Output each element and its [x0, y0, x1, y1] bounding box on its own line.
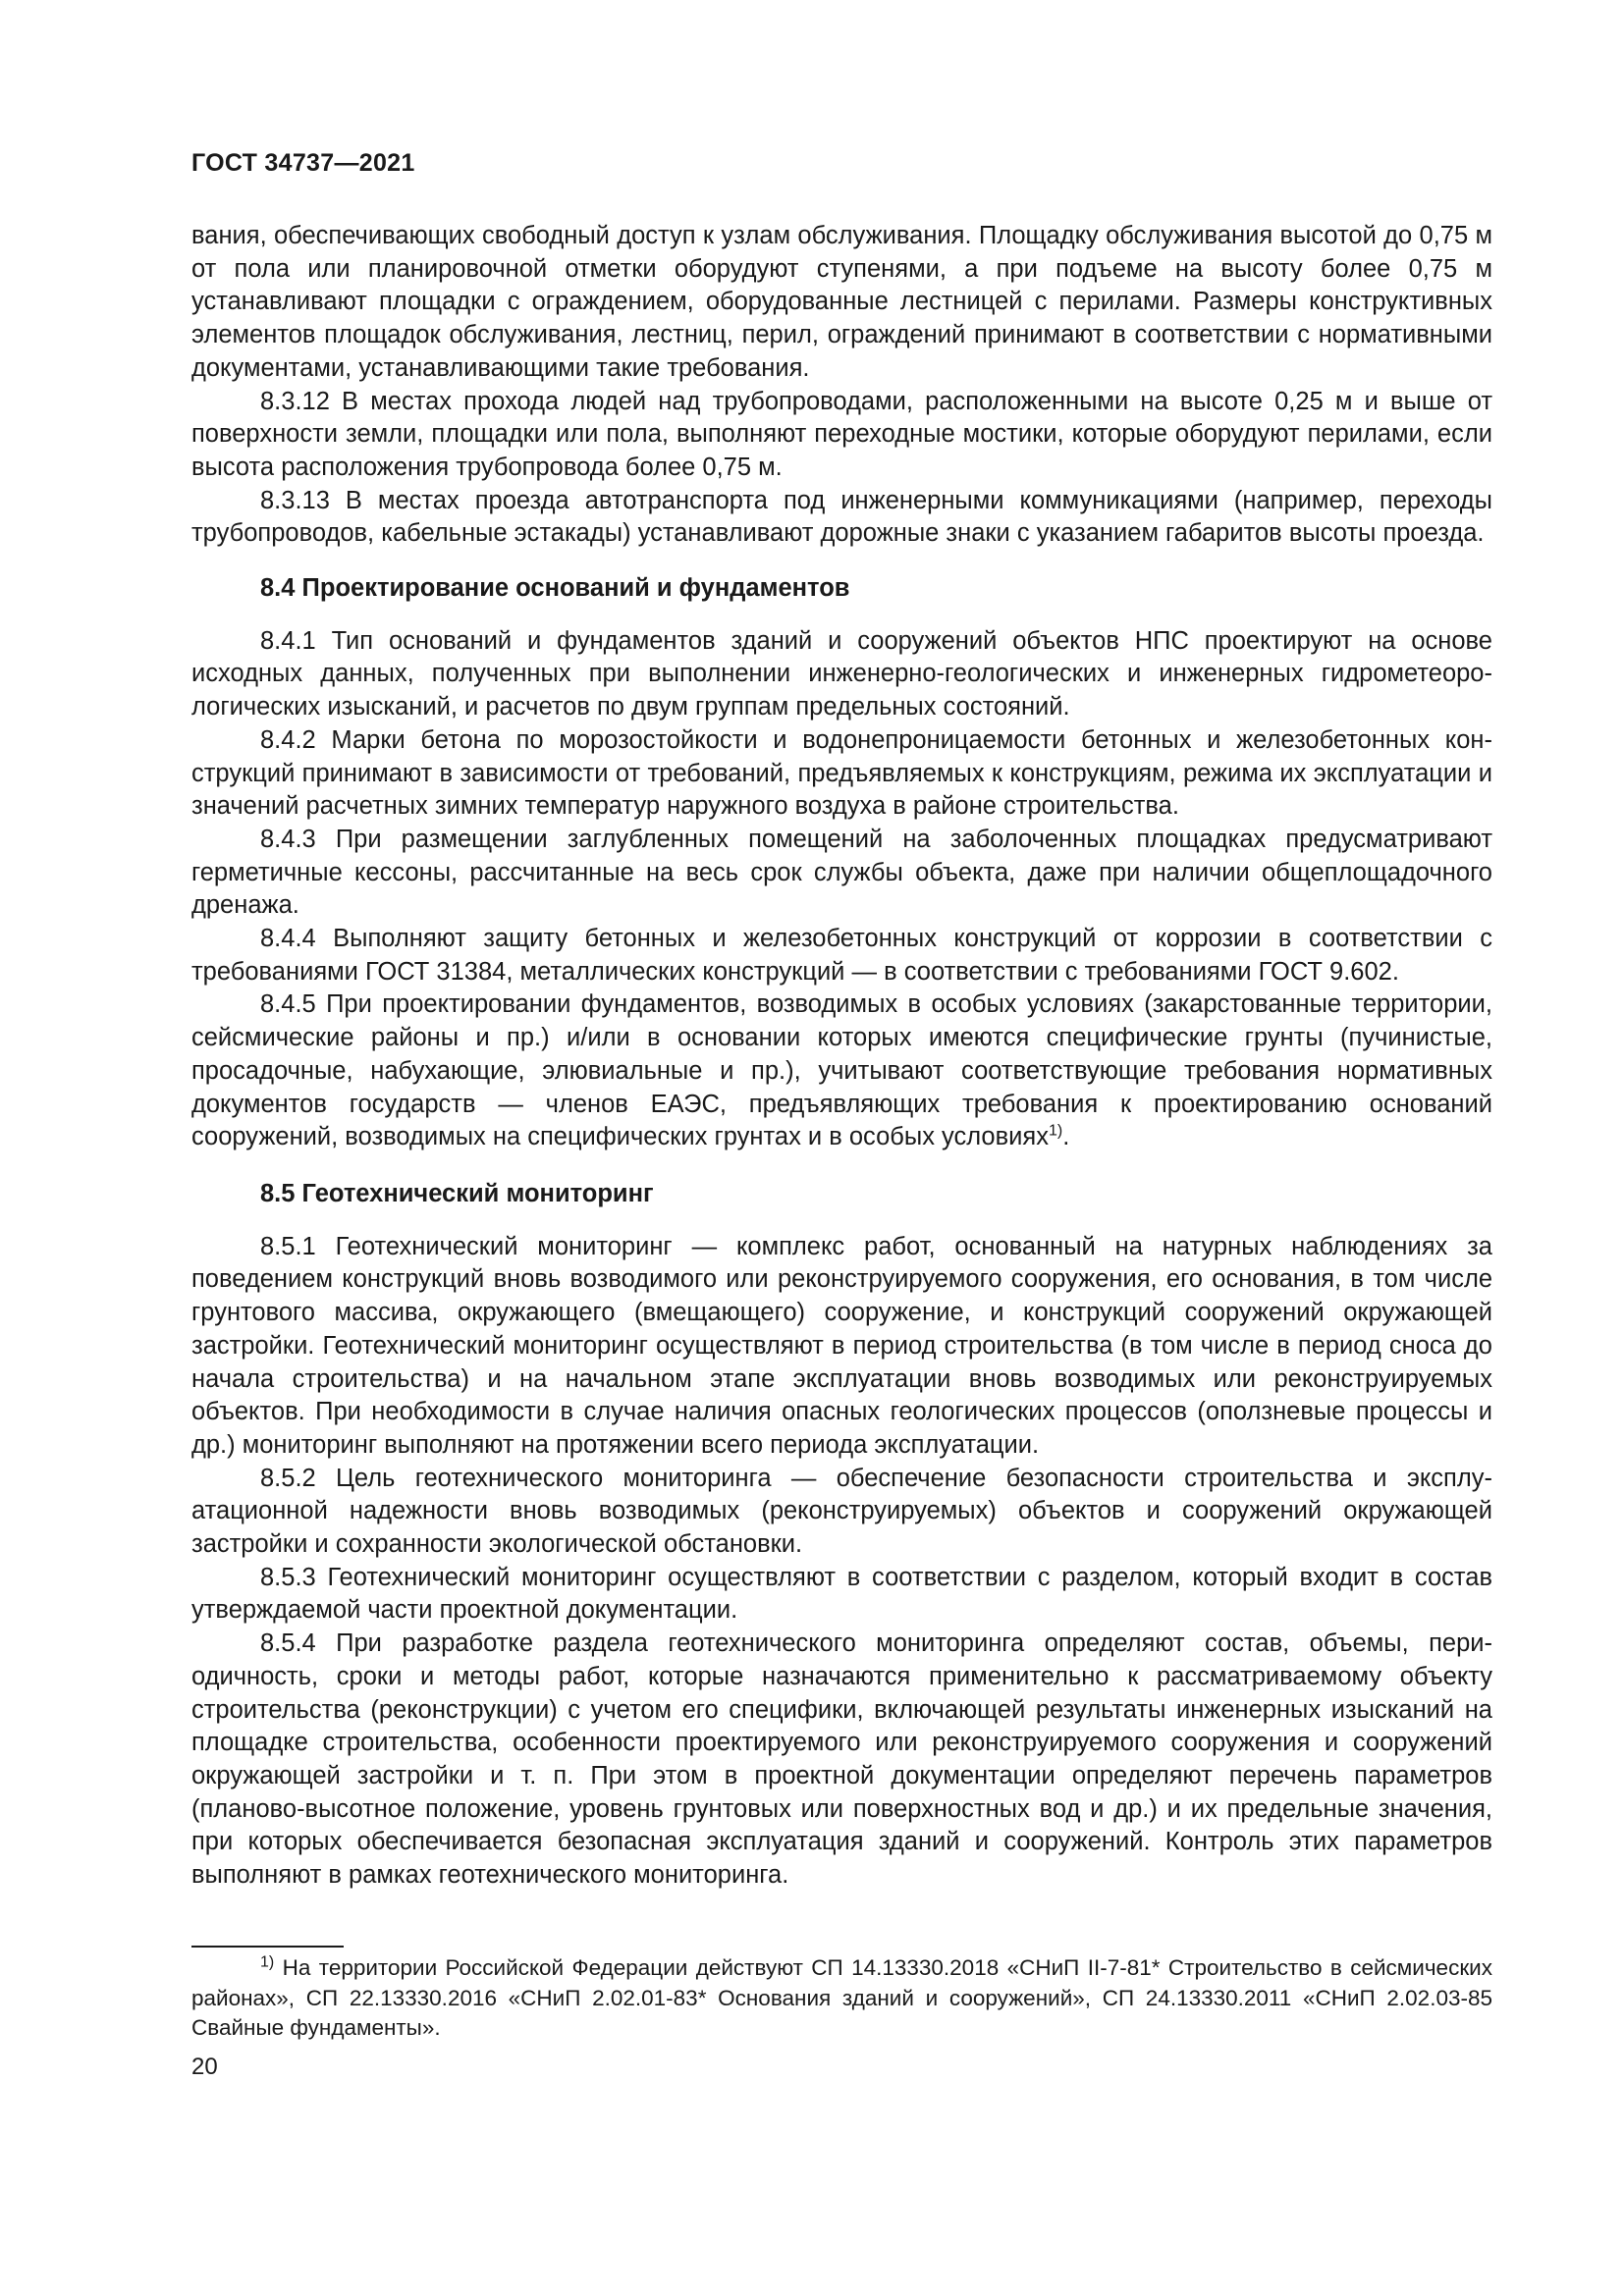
paragraph-continuation: вания, обеспечивающих свободный доступ к узлам обслуживания. Площадку обслуживания высотой до 0,75 м от пола или планировочной отметки оборудуют ступенями, а при подъеме на высоту более 0,75 м устанавливают площадки с ограждением, оборудованные лестницей с перилами. Размеры конструктивных элементов площадок обслуживания, лестниц, перил, ограждений принимают в соответствии с нормативными документами, устанавливающими такие требования. — [191, 222, 1492, 382]
footnote-reference[interactable]: 1) — [1048, 1122, 1063, 1140]
section-heading-8-5: 8.5 Геотехнический мониторинг — [260, 1179, 654, 1207]
document-header-title: ГОСТ 34737—2021 — [191, 149, 415, 177]
paragraph-8-4-2: 8.4.2 Марки бетона по морозостойкости и водонепроницаемости бетонных и железобетонных конструкций принимают в зависимости от требований, предъявляемых к конструкциям, режима их эксплуатации и значений расчетных зимних температур наружного воздуха в районе строительства. — [191, 725, 1492, 821]
paragraph-8-5-4: 8.5.4 При разработке раздела геотехнического мониторинга определяют состав, объемы, периодичность, сроки и методы работ, которые назначаются применительно к рассматриваемому объекту строительства (реконструкции) с учетом его специфики, включающей результаты инженерных изысканий на площадке строительства, особенности проектируемого или реконструируемого сооружения и сооружений окружающей застройки и т. п. При этом в проектной документации определяют перечень параметров (планово-высотное положение, уровень грунтовых или поверхностных вод и др.) и их предельные значения, при которых обеспечивается безопасная эксплуатация зданий и сооружений. Контроль этих параметров выполняют в рамках геотехнического мониторинга. — [191, 1629, 1492, 1890]
paragraph-8-4-3: 8.4.3 При размещении заглубленных помещений на заболоченных площадках предусматривают герметичные кессоны, рассчитанные на весь срок службы объекта, даже при наличии общеплощадочного дренажа. — [191, 825, 1492, 920]
paragraph-8-3-12: 8.3.12 В местах прохода людей над трубопроводами, расположенными на высоте 0,25 м и выше от поверхности земли, площадки или пола, выполняют переходные мостики, которые оборудуют перилами, если высота расположения трубопровода более 0,75 м. — [191, 387, 1492, 481]
section-heading-8-4: 8.4 Проектирование оснований и фундаментов — [260, 574, 850, 603]
paragraph-8-5-3: 8.5.3 Геотехнический мониторинг осуществляют в соответствии с разделом, который входит в состав утверждаемой части проектной документации. — [191, 1563, 1492, 1625]
paragraph-8-4-5-text: 8.4.5 При проектировании фундаментов, возводимых в особых условиях (закарстованные территории, сейсмические районы и пр.) и/или в основании которых имеются специфические грунты (пучинистые, просадочные, набухающие, элювиальные и пр.), учитывают соответствующие требования нормативных документов государств — членов ЕАЭС, предъявляющих требования к проектированию оснований сооружений, возводимых на специфических грунтах и в особых условиях — [191, 990, 1492, 1151]
paragraph-8-5-2: 8.5.2 Цель геотехнического мониторинга — обеспечение безопасности строительства и эксплуатационной надежности вновь возводимых (реконструируемых) объектов и сооружений окружающей застройки и сохранности экологической обстановки. — [191, 1464, 1492, 1559]
document-page — [191, 0, 1492, 2296]
footnote — [191, 1953, 1492, 2044]
paragraph-8-4-5 — [191, 988, 1492, 1154]
page-number: 20 — [191, 2054, 218, 2080]
paragraph-8-4-5-end: . — [1062, 1123, 1070, 1151]
footnote-paragraph — [191, 1953, 1492, 2044]
paragraph-8-4-4: 8.4.4 Выполняют защиту бетонных и железобетонных конструкций от коррозии в соответствии с требованиями ГОСТ 31384, металлических конструкций — в соответствии с требованиями ГОСТ 9.602. — [191, 925, 1492, 986]
paragraph-8-3-13: 8.3.13 В местах проезда автотранспорта под инженерными коммуникациями (например, переходы трубопроводов, кабельные эстакады) устанавливают дорожные знаки с указанием габаритов высоты проезда. — [191, 486, 1492, 548]
paragraph-8-4-1: 8.4.1 Тип оснований и фундаментов зданий и сооружений объектов НПС проектируют на основе исходных данных, полученных при выполнении инженерно-геологических и инженерных гидрометеорологических изысканий, и расчетов по двум группам предельных состояний. — [191, 626, 1492, 721]
paragraph-8-5-1: 8.5.1 Геотехнический мониторинг — комплекс работ, основанный на натурных наблюдениях за поведением конструкций вновь возводимого или реконструируемого сооружения, его основания, в том числе грунтового массива, окружающего (вмещающего) сооружение, и конструкций сооружений окружающей застройки. Геотехнический мониторинг осуществляют в период строительства (в том числе в период сноса до начала строительства) и на начальном этапе эксплуатации вновь возводимых или реконструируемых объектов. При необходимости в случае наличия опасных геологических процессов (оползневые процессы и др.) мониторинг выполняют на протяжении всего периода эксплуатации. — [191, 1232, 1492, 1459]
footnote-divider — [191, 1946, 344, 1948]
footnote-marker: 1) — [260, 1953, 275, 1971]
document-body — [191, 220, 1492, 1893]
footnote-text: На территории Российской Федерации действуют СП 14.13330.2018 «СНиП II-7-81* Строительство в сейсмических районах», СП 22.13330.2016 «СНиП 2.02.01-83* Основания зданий и сооружений», СП 24.13330.2011 «СНиП 2.02.03-85 Свайные фундаменты». — [191, 1955, 1492, 2040]
